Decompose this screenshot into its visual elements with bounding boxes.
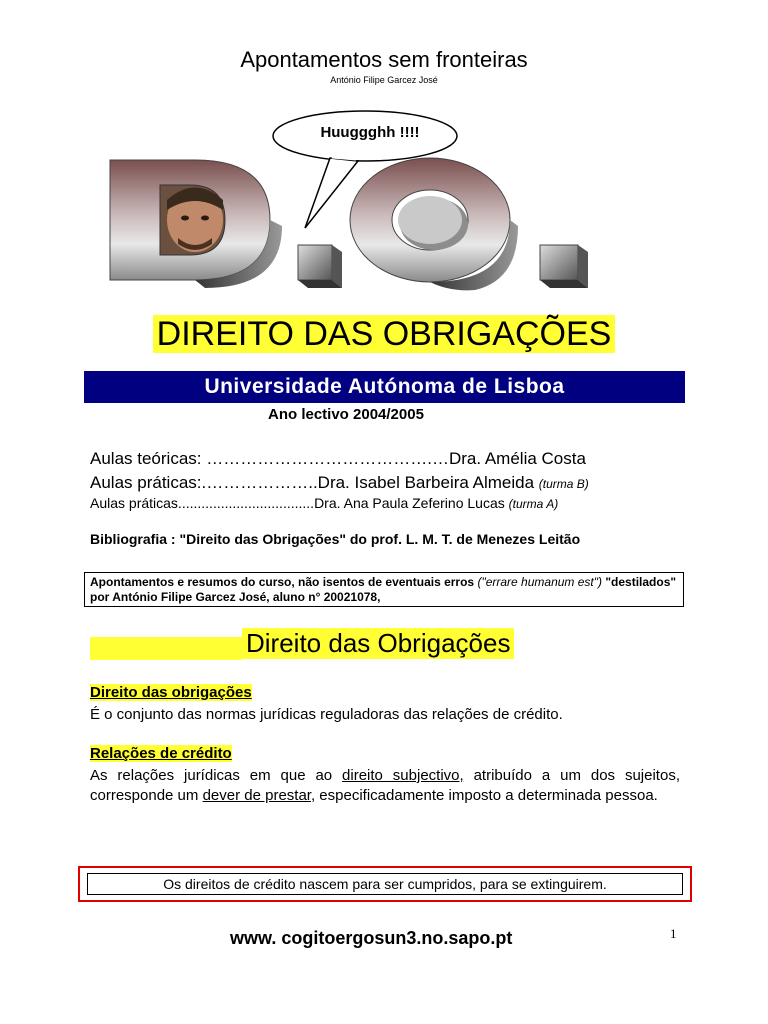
definition-heading-credit: Relações de crédito	[90, 745, 232, 762]
do-logo	[100, 140, 660, 300]
turma-a-label: (turma A)	[508, 497, 559, 511]
speech-bubble-text: Huuggghh !!!!	[320, 124, 420, 141]
credit-text-subjective-right: direito subjectivo,	[342, 767, 464, 784]
definition-heading-obligations: Direito das obrigações	[90, 684, 252, 701]
credit-text-part1: As relações jurídicas em que ao	[90, 767, 343, 784]
face-photo	[167, 188, 223, 253]
university-banner: Universidade Autónoma de Lisboa	[84, 371, 685, 403]
staff-line-practice-b	[90, 473, 680, 493]
turma-b-label: (turma B)	[538, 477, 589, 491]
document-title: Apontamentos sem fronteiras	[240, 47, 528, 72]
section-title: Direito das Obrigações	[242, 628, 514, 659]
page-number: 1	[670, 926, 677, 941]
notes-disclaimer-part2: "destilados" por António Filipe Garcez José, aluno n° 20021078,	[90, 575, 677, 604]
bibliography: Bibliografia : "Direito das Obrigações" do prof. L. M. T. de Menezes Leitão	[90, 531, 581, 547]
staff-line-practice-a-text: Aulas práticas...................................Dra. Ana Paula Zeferino Lucas	[90, 495, 505, 511]
notes-disclaimer	[84, 572, 684, 607]
academic-year: Ano lectivo 2004/2005	[268, 406, 424, 423]
credit-text-part3: , especificadamente imposto a determinada pessoa.	[310, 787, 658, 804]
definition-text-obligations: É o conjunto das normas jurídicas reguladoras das relações de crédito.	[90, 706, 563, 723]
document-author: António Filipe Garcez José	[330, 75, 438, 85]
notes-disclaimer-part1: Apontamentos e resumos do curso, não isentos de eventuais erros	[90, 575, 475, 589]
definition-text-credit	[90, 766, 680, 806]
main-title: DIREITO DAS OBRIGAÇÕES	[153, 315, 616, 353]
credit-text-duty: dever de prestar	[202, 787, 311, 804]
callout-box	[78, 866, 692, 902]
staff-line-theory-text: Aulas teóricas: ………………………………….…Dra. Amélia Costa	[90, 449, 586, 468]
staff-line-theory	[90, 449, 680, 469]
staff-line-practice-b-text: Aulas práticas:.………………..Dra. Isabel Barbeira Almeida	[90, 473, 535, 492]
notes-disclaimer-latin: ("errare humanum est")	[477, 575, 603, 589]
staff-line-practice-a	[90, 495, 680, 511]
credit-text-part2: atribuído a um dos sujeitos, corresponde um	[90, 767, 680, 804]
footer-url[interactable]: www. cogitoergosun3.no.sapo.pt	[230, 928, 513, 948]
section-highlight-band	[90, 637, 242, 660]
callout-text: Os direitos de crédito nascem para ser cumpridos, para se extinguirem.	[87, 873, 683, 895]
